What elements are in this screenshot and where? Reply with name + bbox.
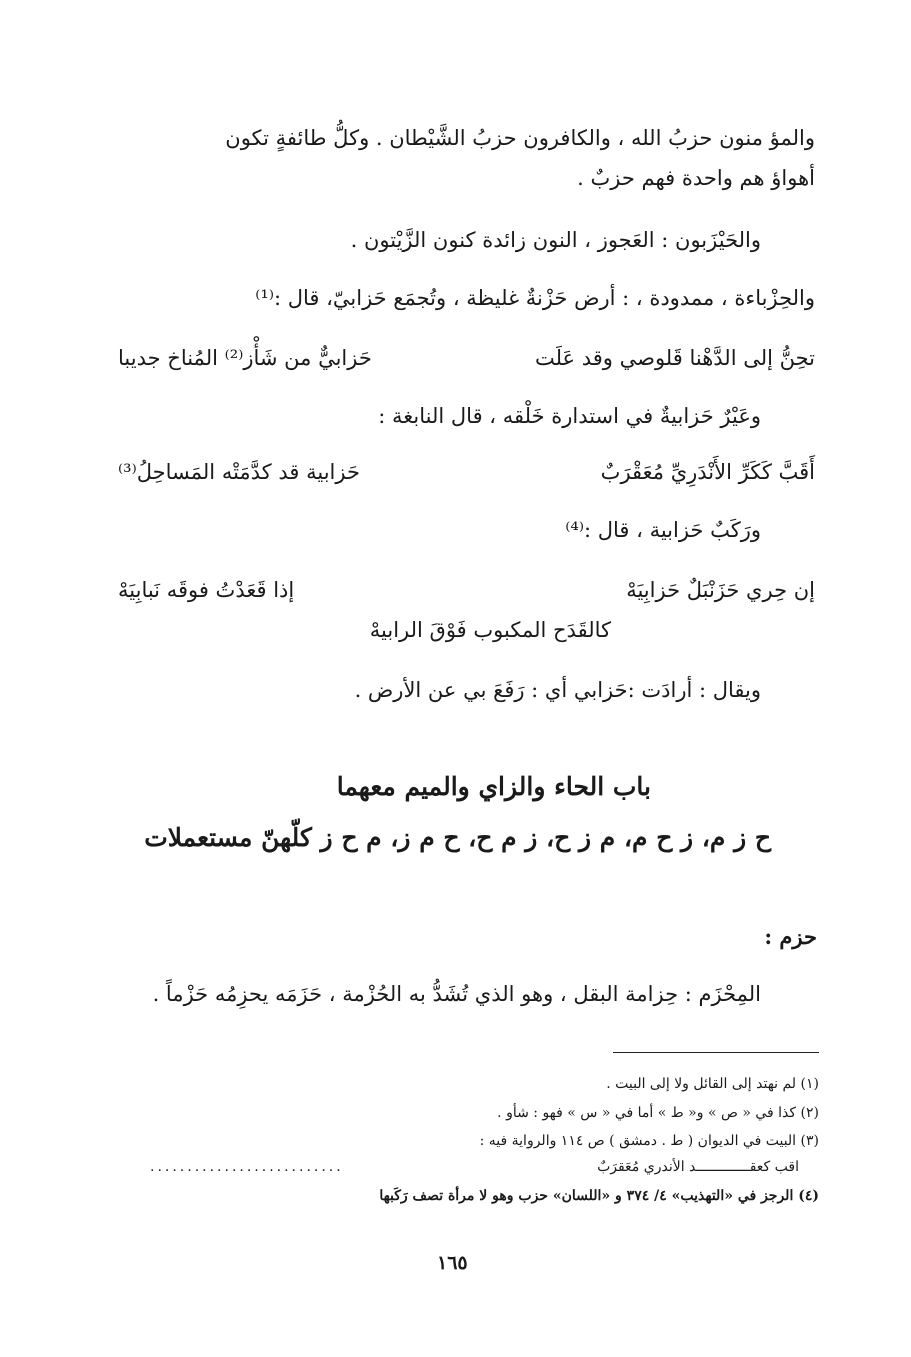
- verse-hemistich: إن حِري حَزَنْبَلٌ حَزابِيَهْ: [626, 578, 815, 602]
- verse-hemistich: إذا قَعَدْتُ فوقَه نَبابِيَهْ: [118, 578, 295, 602]
- footnote: (٤) الرجز في «التهذيب» ٤/ ٣٧٤ و «اللسان» حزب وهو لا مرأة تصف رَكَبها: [379, 1188, 819, 1204]
- section-subtitle: ح ز م، ز ح م، م ز ح، ز م ح، ح م ز، م ح ز كلّهنّ مستعملات: [144, 823, 771, 852]
- page-number: ١٦٥: [437, 1252, 468, 1274]
- paragraph-line: والحَيْزَبون : العَجوز ، النون زائدة كنون الزَّيْتون .: [350, 228, 761, 252]
- verse-hemistich: أَقَبَّ كَكَرِّ الأَنْدَرِيِّ مُعَقْرَبٌ: [600, 460, 815, 484]
- paragraph-line: أهواؤ هم واحدة فهم حزبٌ .: [577, 166, 815, 190]
- footnote: (٣) البيت في الديوان ( ط . دمشق ) ص ١١٤ والرواية فيه :: [479, 1133, 819, 1149]
- verse-hemistich: حَزابيٌّ من شَأْز⁽²⁾ المُناخ جديبا: [118, 346, 372, 370]
- footnote: (٢) كذا في « ص » و« ط » أما في « س » فهو : شأو .: [497, 1105, 819, 1121]
- footnote: (١) لم نهتد إلى القائل ولا إلى البيت .: [606, 1076, 819, 1092]
- verse-hemistich: كالقَدَح المكبوب فَوْقَ الرابيهْ: [369, 618, 611, 642]
- verse-hemistich: تحِنُّ إلى الدَّهْنا قَلوصي وقد عَلَت: [534, 346, 815, 370]
- entry-heading: حزم :: [764, 924, 817, 949]
- paragraph-line: والحِزْباءة ، ممدودة ، : أرض حَزْنةٌ غليظة ، وتُجمَع حَزابيّ، قال :⁽¹⁾: [255, 286, 815, 310]
- paragraph-line: والمؤ منون حزبُ الله ، والكافرون حزبُ الشَّيْطان . وكلُّ طائفةٍ تكون: [225, 126, 815, 150]
- footnote-ellipsis: ..........................: [150, 1159, 344, 1175]
- footnote-separator: [613, 1052, 819, 1053]
- verse-hemistich: حَزابية قد كدَّمَتْه المَساحِلُ⁽³⁾: [118, 460, 360, 484]
- footnote-verse: اقب كعقـــــــــــــد الأندري مُعَقرَبٌ: [597, 1159, 799, 1175]
- entry-text: المِحْزَم : حِزامة البقل ، وهو الذي تُشَدُّ به الحُزْمة ، حَزَمَه يحزِمُه حَزْماً .: [152, 982, 761, 1006]
- paragraph-line: وعَيْرٌ حَزابيةٌ في استدارة خَلْقه ، قال النابغة :: [378, 404, 761, 428]
- paragraph-line: ويقال : أرادَت :حَزابي أي : رَفَعَ بي عن الأرض .: [354, 678, 761, 702]
- paragraph-line: ورَكَبٌ حَزابية ، قال :⁽⁴⁾: [565, 518, 761, 542]
- section-title: باب الحاء والزاي والميم معهما: [336, 772, 651, 801]
